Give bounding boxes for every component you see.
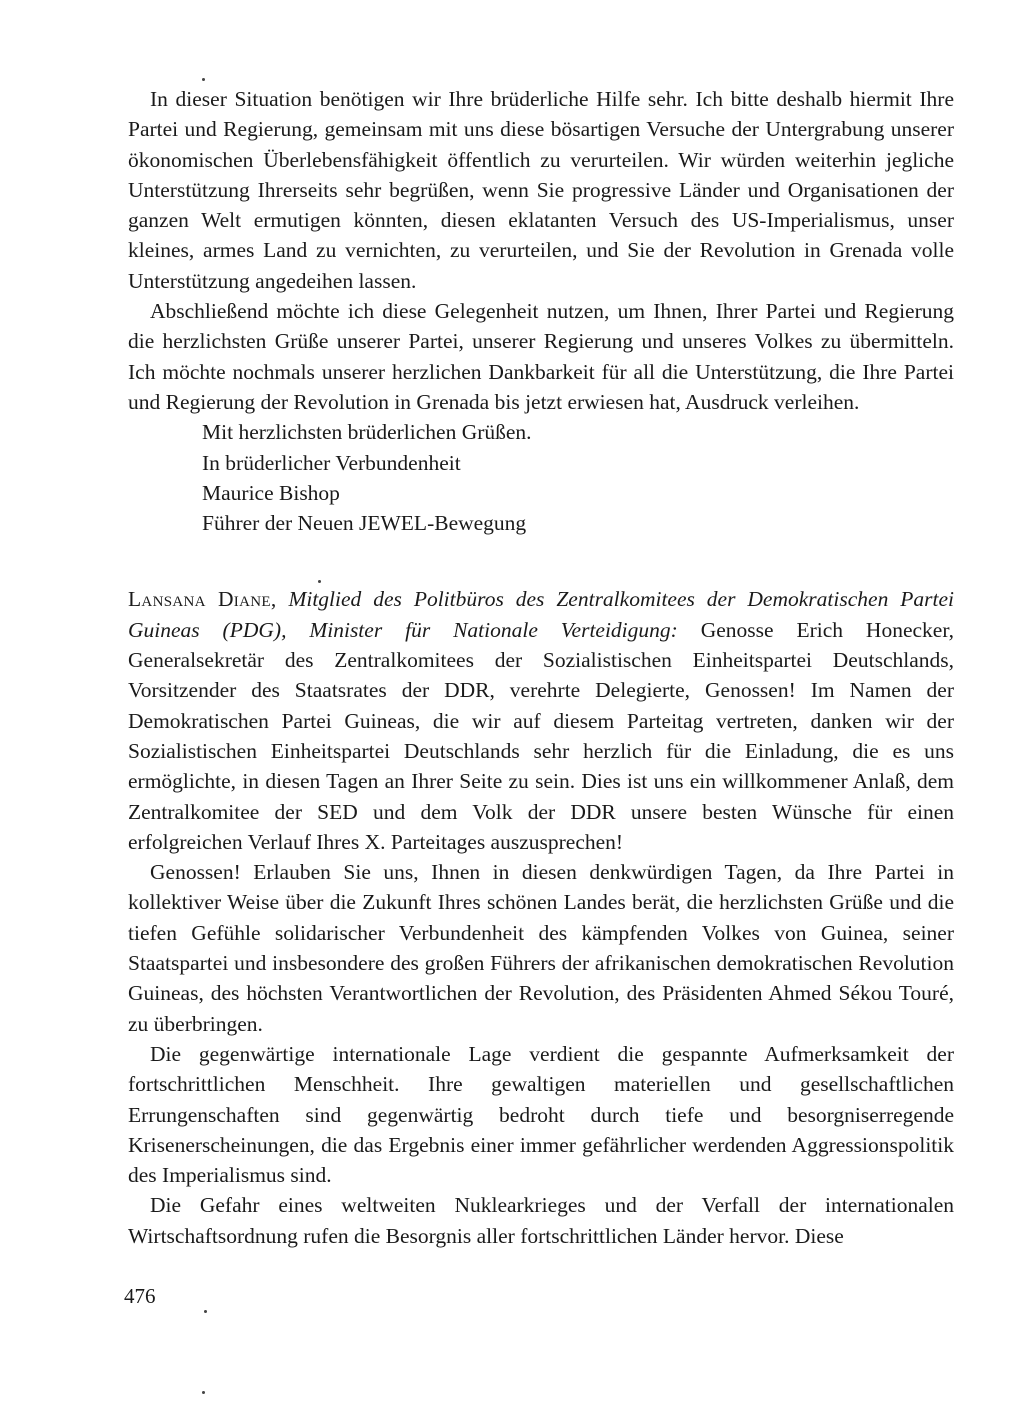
- paragraph-grenada-thanks: Abschließend möchte ich diese Gelegenheit nutzen, um Ihnen, Ihrer Partei und Regierung die herzlichsten Grüße unserer Partei, unserer Regierung und unseres Volkes zu übermitteln. Ich möchte nochmals unserer herzlichen Dankbarkeit für all die Unterstützung, die Ihre Partei und Regierung der Revolution in Grenada bis jetzt erwiesen hat, Ausdruck verleihen.: [128, 299, 954, 414]
- scan-speck: [202, 78, 205, 81]
- paragraph-grenada-request: In dieser Situation benötigen wir Ihre brüderliche Hilfe sehr. Ich bitte deshalb hiermit Ihre Partei und Regierung, gemeinsam mit uns diese bösartigen Versuche der Untergrabung unserer ökonomischen Überlebensfähigkeit öffentlich zu verurteilen. Wir würden weiterhin jegliche Unterstützung Ihrerseits sehr begrüßen, wenn Sie progressive Länder und Organisationen der ganzen Welt ermutigen könnten, diesen eklatanten Versuch des US-Imperialismus, unser kleines, armes Land zu vernichten, zu verurteilen, und Sie der Revolution in Grenada volle Unterstützung angedeihen lassen.: [128, 87, 954, 293]
- speech-paragraph-danger: Die Gefahr eines weltweiten Nuklearkrieges und der Verfall der internationalen Wirtschaftsordnung rufen die Besorgnis aller fortschrittlichen Länder hervor. Diese: [128, 1193, 954, 1248]
- page-number: 476: [124, 1284, 156, 1308]
- closing-greeting: Mit herzlichsten brüderlichen Grüßen.: [202, 420, 532, 445]
- section-gap: [128, 538, 954, 584]
- scan-speck: [202, 1391, 205, 1394]
- closing-signature-title: Führer der Neuen JEWEL-Bewegung: [202, 511, 527, 536]
- closing-signature-name: Maurice Bishop: [202, 480, 340, 505]
- speech-opening-text: Genosse Erich Honecker, Generalsekretär des Zentralkomitees der Sozialistischen Einheitspartei Deutschlands, Vorsitzender des Staatsrates der DDR, verehrte Delegierte, Genossen! Im Namen der Demokratischen Partei Guineas, die wir auf diesem Parteitag vertreten, danken wir der Sozialistischen Einheitspartei Deutschlands sehr herzlich für die Einladung, die es uns ermöglichte, in diesen Tagen an Ihrer Seite zu sein. Dies ist uns ein willkommener Anlaß, dem Zentralkomitee der SED und dem Volk der DDR unsere besten Wünsche für einen erfolgreichen Verlauf Ihres X. Parteitages auszusprechen!: [128, 617, 955, 854]
- scan-speck: [204, 1310, 207, 1313]
- letter-closing: [128, 417, 954, 538]
- speaker-name: Lansana Diane,: [128, 587, 277, 612]
- scan-speck: [318, 580, 321, 583]
- speech-opening-paragraph: [128, 584, 954, 857]
- speech-paragraph-greetings: Genossen! Erlauben Sie uns, Ihnen in diesen denkwürdigen Tagen, da Ihre Partei in kollektiver Weise über die Zukunft Ihres schönen Landes berät, die herzlichsten Grüße und die tiefen Gefühle solidarischer Verbundenheit des kämpfenden Volkes von Guinea, seiner Staatspartei und insbesondere des großen Führers der afrikanischen demokratischen Revolution Guineas, des höchsten Verantwortlichen der Revolution, des Präsidenten Ahmed Sékou Touré, zu überbringen.: [128, 860, 954, 1036]
- speaker-role: Mitglied des Politbüros des Zentralkomitees der Demokratischen Partei Guineas (PDG), Minister für Nationale Verteidigung:: [128, 587, 954, 642]
- closing-solidarity: In brüderlicher Verbundenheit: [202, 450, 461, 475]
- document-page: [128, 84, 954, 1251]
- speech-paragraph-situation: Die gegenwärtige internationale Lage verdient die gespannte Aufmerksamkeit der fortschrittlichen Menschheit. Ihre gewaltigen materiellen und gesellschaftlichen Errungenschaften sind gegenwärtig bedroht durch tiefe und besorgniserregende Krisenerscheinungen, die das Ergebnis einer immer gefährlicher werdenden Aggressionspolitik des Imperialismus sind.: [128, 1041, 954, 1188]
